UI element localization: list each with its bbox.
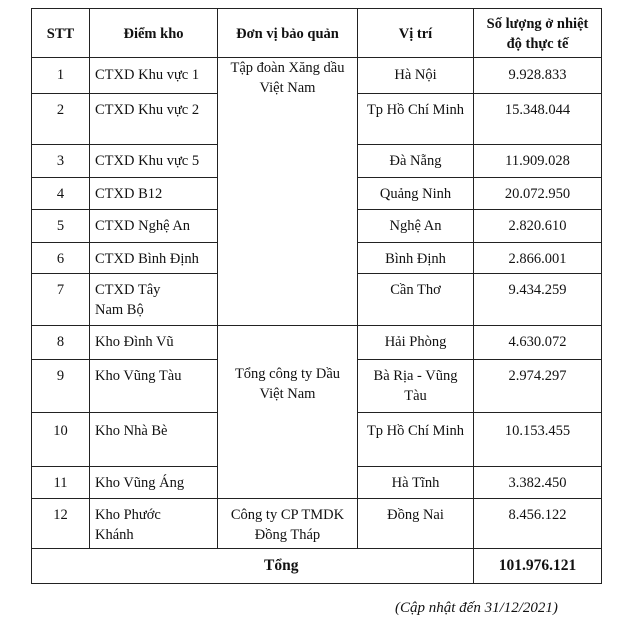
group-dong-thap: Công ty CP TMDK Đồng Tháp bbox=[218, 499, 358, 549]
header-vi-tri: Vị trí bbox=[358, 9, 474, 58]
cell-diem-kho: CTXD Bình Định bbox=[90, 243, 218, 274]
group-pvoil: Tổng công ty Dầu Việt Nam bbox=[218, 326, 358, 499]
cell-stt: 9 bbox=[32, 360, 90, 413]
cell-so-luong: 3.382.450 bbox=[474, 467, 602, 499]
total-row bbox=[32, 549, 602, 584]
cell-so-luong: 2.974.297 bbox=[474, 360, 602, 413]
cell-diem-kho: CTXD Nghệ An bbox=[90, 210, 218, 243]
cell-vi-tri: Bà Rịa - Vũng Tàu bbox=[358, 360, 474, 413]
cell-vi-tri: Tp Hồ Chí Minh bbox=[358, 413, 474, 467]
cell-diem-kho: Kho Vũng Tàu bbox=[90, 360, 218, 413]
cell-so-luong: 9.928.833 bbox=[474, 58, 602, 94]
cell-vi-tri: Đà Nẵng bbox=[358, 145, 474, 178]
cell-stt: 10 bbox=[32, 413, 90, 467]
table-row bbox=[32, 58, 602, 94]
inventory-table bbox=[31, 8, 602, 584]
header-stt: STT bbox=[32, 9, 90, 58]
cell-vi-tri: Bình Định bbox=[358, 243, 474, 274]
cell-stt: 1 bbox=[32, 58, 90, 94]
cell-so-luong: 11.909.028 bbox=[474, 145, 602, 178]
cell-stt: 4 bbox=[32, 178, 90, 210]
cell-diem-kho: CTXD Tây Nam Bộ bbox=[90, 274, 218, 326]
header-don-vi: Đơn vị bảo quản bbox=[218, 9, 358, 58]
cell-so-luong: 2.866.001 bbox=[474, 243, 602, 274]
cell-so-luong: 2.820.610 bbox=[474, 210, 602, 243]
total-label: Tổng bbox=[90, 549, 474, 584]
cell-stt: 11 bbox=[32, 467, 90, 499]
cell-diem-kho: CTXD Khu vực 1 bbox=[90, 58, 218, 94]
cell-vi-tri: Hà Tĩnh bbox=[358, 467, 474, 499]
cell-so-luong: 9.434.259 bbox=[474, 274, 602, 326]
header-diem-kho: Điểm kho bbox=[90, 9, 218, 58]
cell-vi-tri: Quảng Ninh bbox=[358, 178, 474, 210]
table-row bbox=[32, 326, 602, 360]
cell-vi-tri: Nghệ An bbox=[358, 210, 474, 243]
total-value: 101.976.121 bbox=[474, 549, 602, 584]
header-so-luong: Số lượng ở nhiệt độ thực tế bbox=[474, 9, 602, 58]
total-spacer bbox=[32, 549, 90, 584]
cell-stt: 5 bbox=[32, 210, 90, 243]
header-row bbox=[32, 9, 602, 58]
cell-diem-kho: Kho Nhà Bè bbox=[90, 413, 218, 467]
cell-stt: 7 bbox=[32, 274, 90, 326]
cell-so-luong: 10.153.455 bbox=[474, 413, 602, 467]
cell-vi-tri: Cần Thơ bbox=[358, 274, 474, 326]
cell-diem-kho: CTXD Khu vực 2 bbox=[90, 94, 218, 145]
cell-diem-kho: Kho Phước Khánh bbox=[90, 499, 218, 549]
cell-so-luong: 20.072.950 bbox=[474, 178, 602, 210]
cell-stt: 3 bbox=[32, 145, 90, 178]
cell-diem-kho: CTXD B12 bbox=[90, 178, 218, 210]
table-row bbox=[32, 499, 602, 549]
cell-vi-tri: Hải Phòng bbox=[358, 326, 474, 360]
cell-so-luong: 8.456.122 bbox=[474, 499, 602, 549]
cell-stt: 12 bbox=[32, 499, 90, 549]
update-footnote: (Cập nhật đến 31/12/2021) bbox=[395, 600, 558, 616]
cell-vi-tri: Tp Hồ Chí Minh bbox=[358, 94, 474, 145]
group-petrolimex: Tập đoàn Xăng dầu Việt Nam bbox=[218, 58, 358, 326]
cell-so-luong: 15.348.044 bbox=[474, 94, 602, 145]
cell-so-luong: 4.630.072 bbox=[474, 326, 602, 360]
cell-stt: 2 bbox=[32, 94, 90, 145]
cell-vi-tri: Đồng Nai bbox=[358, 499, 474, 549]
cell-stt: 6 bbox=[32, 243, 90, 274]
cell-diem-kho: CTXD Khu vực 5 bbox=[90, 145, 218, 178]
cell-diem-kho: Kho Đình Vũ bbox=[90, 326, 218, 360]
cell-vi-tri: Hà Nội bbox=[358, 58, 474, 94]
cell-stt: 8 bbox=[32, 326, 90, 360]
cell-diem-kho: Kho Vũng Áng bbox=[90, 467, 218, 499]
